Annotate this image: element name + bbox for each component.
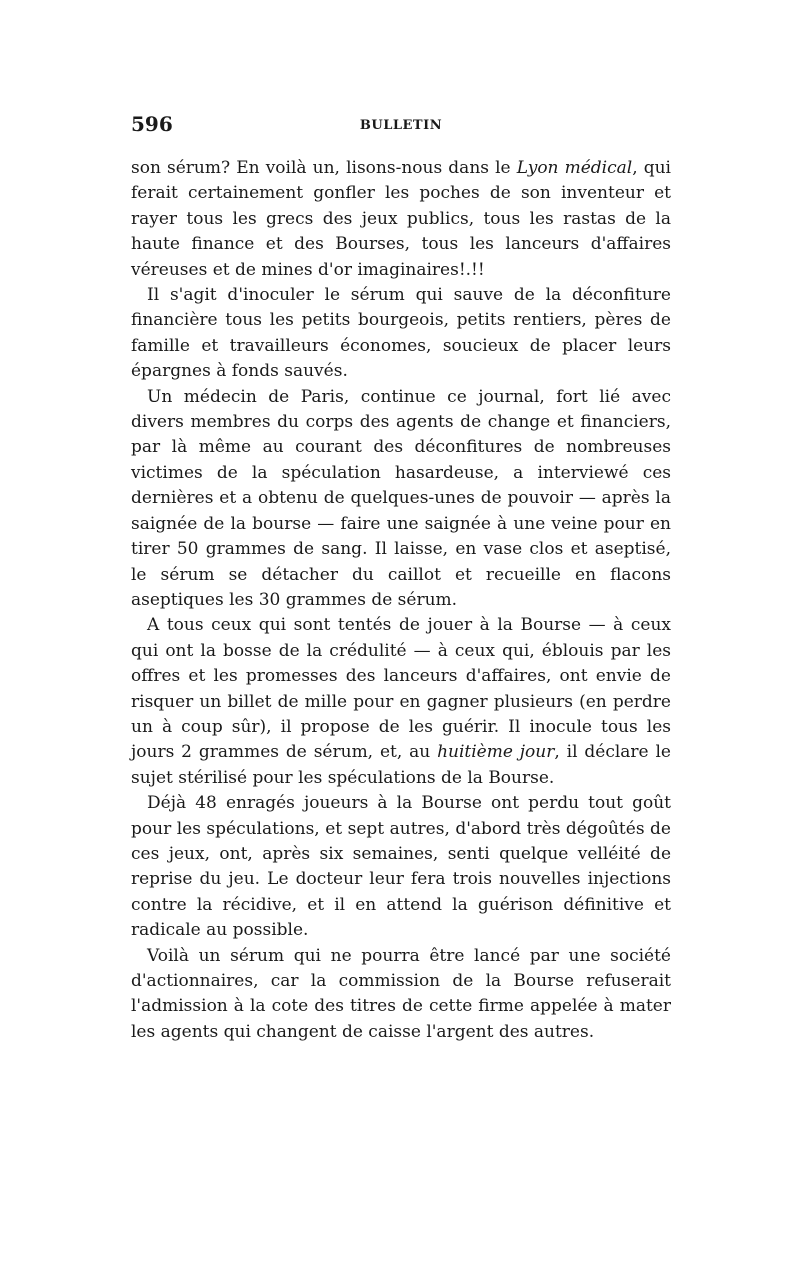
paragraph-3: Un médecin de Paris, continue ce journal, fort lié avec divers membres du corps des agents de change et financiers, par là même au courant des déconfitures de nombreuses victimes de la spéculation hasardeuse, a interviewé ces dernières et a obtenu de quelques-unes de pouvoir — après la saignée de la bourse — faire une saignée à une veine pour en tirer 50 grammes de sang. Il laisse, en vase clos et aseptisé, le sérum se détacher du caillot et recueille en flacons aseptiques les 30 grammes de sérum.	[131, 386, 671, 610]
paragraph-2: Il s'agit d'inoculer le sérum qui sauve de la déconfiture financière tous les petits bourgeois, petits rentiers, pères de famille et travailleurs économes, soucieux de placer leurs épargnes à fonds sauvés.	[131, 285, 671, 382]
paragraph-4-text-b: , il déclare le sujet stérilisé pour les spéculations de la Bourse.	[131, 742, 671, 788]
paragraph-4-text-a: A tous ceux qui sont tentés de jouer à la Bourse — à ceux qui ont la bosse de la crédulité — à ceux qui, éblouis par les offres et les promesses des lanceurs d'affaires, ont envie de risquer un billet de mille pour en gagner plusieurs (en perdre un à coup sûr), il propose de les guérir. Il inocule tous les jours 2 grammes de sérum, et, au	[131, 615, 671, 763]
paragraph-1-text-b: , qui ferait certainement gonfler les poches de son inventeur et rayer tous les grecs des jeux publics, tous les rastas de la haute finance et des Bourses, tous les lanceurs d'affaires véreuses et de mines d'or imaginaires!.!!	[131, 158, 671, 280]
article-body	[131, 156, 671, 1045]
page-header	[131, 112, 671, 142]
paragraph-1	[131, 156, 671, 283]
page-number: 596	[131, 112, 173, 136]
journal-title: Lyon médical	[516, 158, 633, 178]
paragraph-5: Déjà 48 enragés joueurs à la Bourse ont perdu tout goût pour les spéculations, et sept autres, d'abord très dégoûtés de ces jeux, ont, après six semaines, senti quelque velléité de reprise du jeu. Le docteur leur fera trois nouvelles injections contre la récidive, et il en attend la guérison définitive et radicale au possible.	[131, 793, 671, 941]
paragraph-4	[131, 613, 671, 791]
paragraph-1-text-a: son sérum? En voilà un, lisons-nous dans le	[131, 158, 517, 178]
running-title: BULLETIN	[359, 118, 443, 133]
paragraph-6: Voilà un sérum qui ne pourra être lancé par une société d'actionnaires, car la commission de la Bourse refuserait l'admission à la cote des titres de cette firme appelée à mater les agents qui changent de caisse l'argent des autres.	[131, 945, 671, 1042]
emphasis-huitieme-jour: huitième jour	[437, 742, 555, 763]
